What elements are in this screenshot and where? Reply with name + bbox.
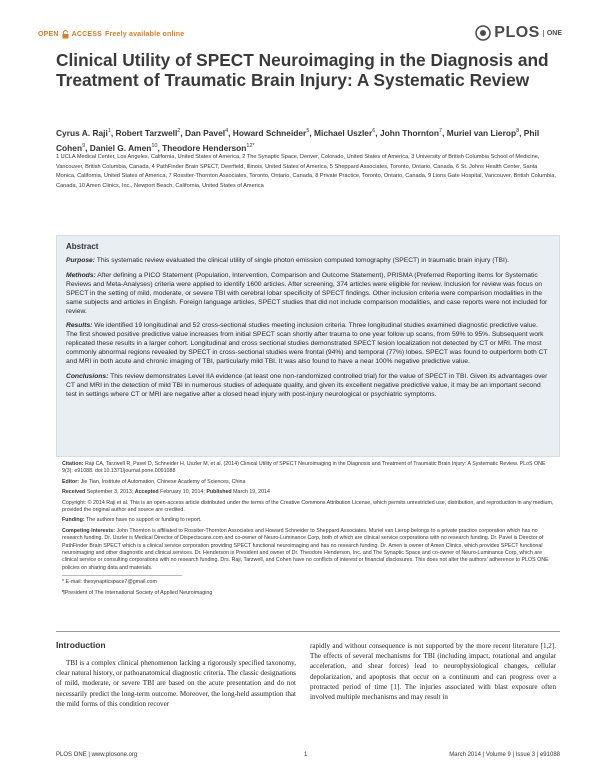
author-name: Howard Schneider xyxy=(232,127,307,138)
conclusions-label: Conclusions: xyxy=(66,372,109,380)
results-label: Results: xyxy=(66,322,93,330)
article-title: Clinical Utility of SPECT Neuroimaging in the Diagnosis and Treatment of Traumatic Brain Injury: A Systematic Review xyxy=(56,50,549,90)
funding xyxy=(62,517,556,524)
citation-text: Raji CA, Tarzwell R, Pavel D, Schneider H, Uszler M, et al. (2014) Clinical Utility of SPECT Neuroimaging in the Diagnosis and Treatment of Traumatic Brain Injury: A Systematic Review. PLoS ONE 9(3): e91088. doi:10.1371/journal.pone.0091088 xyxy=(62,461,546,475)
freely-available-label: Freely available online xyxy=(105,31,185,38)
abstract-purpose xyxy=(66,257,550,266)
author-affiliation-marker: 6 xyxy=(372,128,376,134)
competing-interests xyxy=(62,528,556,572)
meta-divider xyxy=(62,575,182,576)
methods-label: Methods: xyxy=(66,271,96,279)
published-date: March 19, 2014 xyxy=(233,489,270,496)
results-text: We identified 19 longitudinal and 52 cross-sectional studies meeting inclusion criteria. Three longitudinal studies examined diagnostic predictive value. The first showed positive predictive value increases from initial SPECT scan shortly after trauma to one year follow up scans, from 59% to 95%. Subsequent work replicated these results in a larger cohort. Longitudinal and cross sectional studies demonstrated SPECT lesion localization not detected by CT or MRI. The most commonly abnormal regions revealed by SPECT in cross-sectional studies were frontal (94%) and temporal (77%) lobes. SPECT was found to outperform both CT and MRI in both acute and chronic imaging of TBI, particularly mild TBI. It was also found to have a near 100% negative predictive value. xyxy=(66,322,548,366)
plos-logo-icon xyxy=(475,25,491,41)
dates xyxy=(62,489,556,496)
author-list: Cyrus A. Raji$^1$, Robert Tarzwell$^2$, Dan Pavel$^4$, Howard Schneider$^5$, Michael Uszler$^6$, John Thornton$^7$, Muriel van Lierop$^8$, Phil Cohen$^9$, Daniel G. Amen$^{10}$, Theodore Henderson$^{12*}$ xyxy=(56,127,540,154)
author-name: John Thornton xyxy=(379,127,440,138)
author-affiliation-marker: 8 xyxy=(516,128,520,134)
author-name: Dan Pavel xyxy=(185,127,226,138)
funding-text: The authors have no support or funding to report. xyxy=(86,517,202,524)
corresponding-email[interactable]: * E-mail: thesynapticspace7@gmail.com xyxy=(62,579,157,586)
intro-paragraph: TBI is a complex clinical phenomenon lacking a rigorously specified taxonomy, clear natural history, or pathoanatomical diagnostic criteria. The classic designations of mild, moderate, or severe TBI are based on the acute presentation and do not necessarily predict the long-term outcome. Moreover, the long-held assumption that the mild forms of this condition recover xyxy=(56,659,296,708)
author-affiliation-marker: 4 xyxy=(225,128,229,134)
purpose-label: Purpose: xyxy=(66,257,95,264)
copyright: Copyright: © 2014 Raji et al. This is an open-access article distributed under the terms of the Creative Commons Attribution License, which permits unrestricted use, distribution, and reproduction in any medium, provided the original author and source are credited. xyxy=(62,499,554,514)
received-label: Received xyxy=(62,489,86,496)
access-label: ACCESS xyxy=(71,31,103,38)
president-note: ¶President of The International Society of Applied Neuroimaging xyxy=(62,589,213,596)
plos-one-logo xyxy=(475,24,562,42)
competing-text: John Thornton is affiliated to Rossiter-Thornton Associates and Howard Schneider to Sheppard Associates. Muriel van Lierop belongs to a private practice corporation which has no research funding. Dr. Uszler is Medical Director of Dispectscans.com and co-owner of Neuro-Luminance Corp, both of which are clinical service corporations with no research funding. Dr. Pavel is Director of PathFinder Brain SPECT which is a clinical service corporation providing SPECT functional neuroimaging and has no research funding. Dr. Amen is owner of Amen Clinics, which provides SPECT functional neuroimaging and other diagnostic and clinical services. Dr. Henderson is President and owner of Dr. Theodore Henderson, Inc. and The Synaptic Space and co-owner of Neuro-Luminance Corp, which are clinical service or consulting corporations with no research funding. Drs. Raji, Tarzwell, and Cohen have no conflicts of interest or financial disclosures. This does not alter the authors' adherence to PLOS ONE policies on sharing data and materials. xyxy=(62,527,549,571)
author-name: Phil Cohen xyxy=(56,127,540,154)
methods-text: After defining a PICO Statement (Population, Intervention, Comparison and Outcome Statement), PRISMA (Preferred Reporting Items for Systematic Reviews and Meta-Analyses) criteria were applied to identify 1600 articles. After screening, 374 articles were eligible for review. Inclusion for review was focus on SPECT in the setting of mild, moderate, or severe TBI with cerebral lobar specificity of SPECT findings. Other inclusion criteria were comparison modalities in the same subjects and articles in English. Foreign language articles, SPECT studies that did not include comparison modalities, and case reports were not included for review. xyxy=(66,271,548,315)
author-name: Muriel van Lierop xyxy=(446,127,517,138)
one-wordmark: ONE xyxy=(543,30,562,37)
abstract-results xyxy=(66,322,550,367)
abstract-heading: Abstract xyxy=(66,242,99,251)
author-affiliation-marker: 2 xyxy=(177,128,181,134)
conclusions-text: This review demonstrates Level IIA evidence (at least one non-randomized controlled trial) for the value of SPECT in TBI. Given its advantages over CT and MRI in the detection of mild TBI in numerous studies of adequate quality, and given its excellent negative predictive value, it may be an important second test in settings where CT or MRI are negative after a closed head injury with post-injury neurological or psychiatric symptoms. xyxy=(66,372,548,398)
open-label: OPEN xyxy=(38,31,59,38)
author-name: Daniel G. Amen xyxy=(89,143,152,154)
accepted-label: Accepted xyxy=(134,489,159,496)
author-affiliation-marker: 9 xyxy=(82,143,86,150)
journal-header xyxy=(38,24,562,48)
footer-journal[interactable]: PLOS ONE | www.plosone.org xyxy=(56,752,138,758)
editor xyxy=(62,479,556,486)
author-affiliation-marker: 5 xyxy=(306,128,310,134)
footer-issue: March 2014 | Volume 9 | Issue 3 | e91088 xyxy=(449,752,560,758)
editor-text: Jie Tian, Institute of Automation, Chinese Academy of Sciences, China xyxy=(80,478,246,485)
author-name: Michael Uszler xyxy=(314,127,373,138)
citation xyxy=(62,461,556,476)
author-name: Robert Tarzwell xyxy=(115,127,178,138)
introduction-heading: Introduction xyxy=(56,640,106,650)
author-name: Theodore Henderson xyxy=(162,143,247,154)
author-affiliation-marker: 1 xyxy=(107,128,111,134)
affiliations: 1 UCLA Medical Center, Los Angeles, California, United States of America, 2 The Synaptic Space, Denver, Colorado, United States of America, 3 University of British Columbia School of Medicine, Vancouver, British Columbia, Canada, 4 PathFinder Brain SPECT, Deerfield, Illinois, United States of America, 5 Sheppard Associates, Toronto, Ontario, Canada, 6 St. Johns Health Center, Santa Monica, California, United States of America, 7 Rossiter-Thornton Associates, Toronto, Ontario, Canada, 8 Private Practice, Toronto, Ontario, Canada, 9 Lions Gate Hospital, Vancouver, British Columbia, Canada, 10 Amen Clinics, Inc., Newport Beach, California, United States of America xyxy=(56,154,556,189)
article-metadata xyxy=(62,461,556,600)
author-affiliation-marker: 10 xyxy=(151,143,158,150)
funding-label: Funding: xyxy=(62,517,85,524)
author-affiliation-marker: 12* xyxy=(246,143,255,150)
body-column-right xyxy=(310,641,556,702)
abstract-box xyxy=(56,235,560,457)
body-column-left xyxy=(56,640,296,709)
editor-label: Editor: xyxy=(62,478,80,485)
competing-label: Competing Interests: xyxy=(62,527,115,534)
abstract-methods xyxy=(66,272,550,317)
page-number: 1 xyxy=(304,752,308,758)
open-lock-icon xyxy=(62,30,69,39)
accepted-date: February 10, 2014; xyxy=(160,489,205,496)
published-label: Published xyxy=(206,489,232,496)
open-access-badge xyxy=(38,30,184,39)
abstract-conclusions xyxy=(66,373,550,400)
intro-paragraph-continued: rapidly and without consequence is not supported by the more recent literature [1,2]. The effects of several mechanisms for TBI (including impact, rotational and angular acceleration, and shear forces) lead to neurophysiological changes, cellular depolarization, and apoptosis that occur on a continuum and can progress over a protracted period of time [1]. The injuries associated with blast exposure often involved multiple mechanisms and may result in xyxy=(310,642,556,702)
author-affiliation-marker: 7 xyxy=(439,128,443,134)
purpose-text: This systematic review evaluated the clinical utility of single photon emission computed tomography (SPECT) in traumatic brain injury (TBI). xyxy=(96,257,509,264)
section-divider xyxy=(56,631,560,632)
author-name: Cyrus A. Raji xyxy=(56,127,108,138)
citation-label: Citation: xyxy=(62,461,84,467)
received-date: September 3, 2013; xyxy=(86,489,134,496)
plos-wordmark: PLOS xyxy=(494,24,540,41)
